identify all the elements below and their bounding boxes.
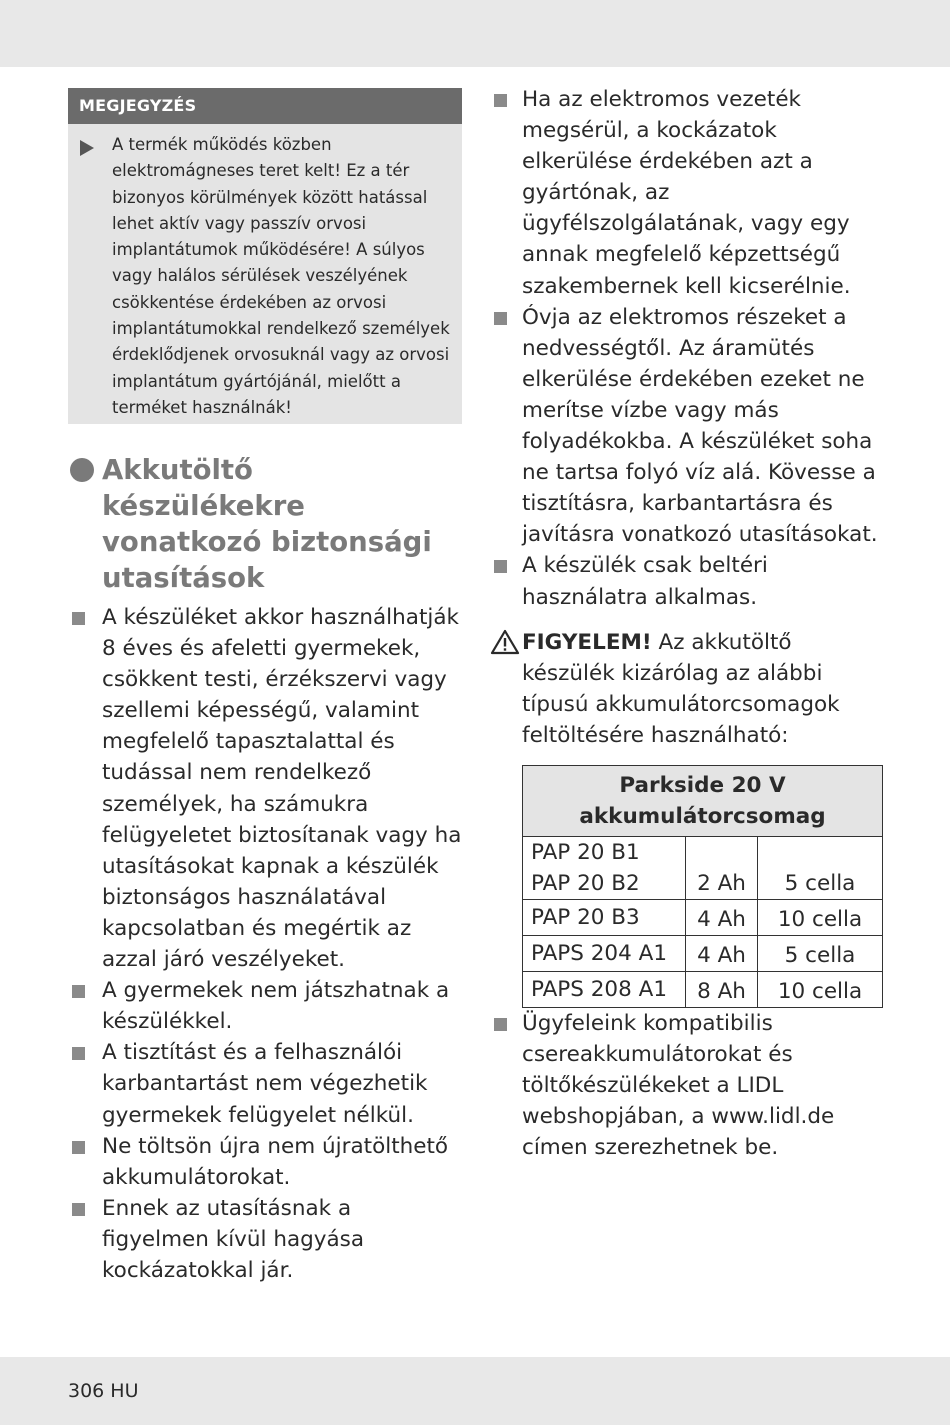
square-bullet-icon — [494, 1018, 507, 1031]
square-bullet-icon — [72, 612, 85, 625]
list-item — [68, 602, 462, 975]
note-text: A termék működés közben elektromágneses teret kelt! Ez a tér bizonyos körülmények között hatással lehet aktív vagy passzív orvosi implantátumok működésére! A súlyos vagy halálos sérülések veszélyének csökkentése érdekében az orvosi implantátumokkal rendelkező személyek érdeklődjenek orvosuknál vagy az orvosi implantátum gyártójánál, mielőtt a terméket használnák! — [112, 135, 450, 417]
square-bullet-icon — [72, 1047, 85, 1060]
list-item-text: Ügyfeleink kompatibilis csereakkumulátorokat és töltőkészülékeket a LIDL webshopjában, a www.lidl.de címen szerezhetnek be. — [522, 1010, 835, 1160]
list-item-text: Ha az elektromos vezeték megsérül, a kockázatok elkerülése érdekében azt a gyártónak, az ügyfélszolgálatának, vagy egy annak megfelelő képzettségű szakembernek kell kicserélnie. — [522, 87, 851, 299]
list-item — [492, 1008, 884, 1163]
table-cell-capacity: 4 Ah — [686, 935, 758, 971]
warning-block — [492, 627, 884, 751]
square-bullet-icon — [494, 94, 507, 107]
arrow-icon — [80, 140, 94, 156]
table-cell-cells: 10 cella — [758, 899, 883, 935]
table-cell-capacity: 4 Ah — [686, 899, 758, 935]
list-item — [68, 1037, 462, 1130]
list-item — [68, 975, 462, 1037]
table-cell-capacity: 8 Ah — [686, 971, 758, 1007]
footer-band — [0, 1357, 950, 1425]
right-bullet-list-final — [492, 1008, 884, 1163]
left-bullet-list — [68, 602, 462, 1286]
section-heading — [68, 452, 462, 596]
note-item — [68, 124, 462, 421]
list-item-text: Óvja az elektromos részeket a nedvességtől. Az áramütés elkerülése érdekében ezeket ne merítse vízbe vagy más folyadékokba. A készüléket soha ne tartsa folyó víz alá. Kövesse a tisztításra, karbantartásra és javításra vonatkozó utasításokat. — [522, 304, 878, 548]
list-item — [68, 1131, 462, 1193]
list-item-text: A tisztítást és a felhasználói karbantartást nem végezhetik gyermekek felügyelet nélkül. — [102, 1040, 428, 1128]
list-item — [492, 550, 884, 612]
right-column — [492, 84, 884, 1163]
list-item — [68, 1193, 462, 1286]
table-cell-cells: 5 cella — [758, 836, 883, 899]
right-bullet-list — [492, 84, 884, 613]
circle-bullet-icon — [70, 458, 94, 482]
table-row — [523, 935, 883, 971]
table-cell-cells: 5 cella — [758, 935, 883, 971]
list-item-text: A készüléket akkor használhatják 8 éves és afeletti gyermekek, csökkent testi, érzékszervi vagy szellemi képességű, valamint megfelelő tapasztalattal és tudással nem rendelkező személyek, ha számukra felügyeletet biztosítanak vagy ha utasításokat kapnak a készülék biztonságos használatával kapcsolatban és megértik az azzal járó veszélyeket. — [102, 605, 462, 973]
model-name: PAP 20 B2 — [531, 870, 640, 896]
section-title-text: Akkutöltő készülékekre vonatkozó biztonsági utasítások — [102, 454, 432, 594]
square-bullet-icon — [72, 1203, 85, 1216]
model-name: PAP 20 B1 — [531, 839, 640, 865]
warning-text: Az akkutöltő készülék kizárólag az alábbi típusú akkumulátorcsomagok feltöltésére használható: — [522, 629, 840, 748]
square-bullet-icon — [72, 985, 85, 998]
table-cell-capacity: 2 Ah — [686, 836, 758, 899]
table-row — [523, 836, 883, 899]
list-item — [492, 84, 884, 302]
warning-triangle-icon — [490, 629, 520, 655]
list-item-text: A gyermekek nem játszhatnak a készülékkel. — [102, 978, 450, 1035]
table-row — [523, 899, 883, 935]
square-bullet-icon — [494, 312, 507, 325]
header-band — [0, 0, 950, 67]
square-bullet-icon — [494, 560, 507, 573]
page-number: 306 HU — [68, 1380, 139, 1402]
table-header: Parkside 20 V akkumulátorcsomag — [523, 765, 883, 836]
list-item — [492, 302, 884, 551]
table-row — [523, 971, 883, 1007]
list-item-text: A készülék csak beltéri használatra alkalmas. — [522, 553, 768, 610]
table-cell-model: PAPS 208 A1 — [523, 971, 686, 1007]
warning-label: FIGYELEM! — [522, 629, 652, 655]
note-heading: MEGJEGYZÉS — [68, 88, 462, 124]
table-header-row — [523, 765, 883, 836]
square-bullet-icon — [72, 1141, 85, 1154]
table-cell-model: PAPS 204 A1 — [523, 935, 686, 971]
table-cell-model — [523, 836, 686, 899]
list-item-text: Ennek az utasításnak a figyelmen kívül hagyása kockázatokkal jár. — [102, 1195, 365, 1283]
battery-table — [522, 765, 883, 1008]
table-cell-model: PAP 20 B3 — [523, 899, 686, 935]
list-item-text: Ne töltsön újra nem újratölthető akkumulátorokat. — [102, 1133, 449, 1190]
table-cell-cells: 10 cella — [758, 971, 883, 1007]
left-column — [68, 88, 462, 1286]
note-box — [68, 88, 462, 424]
